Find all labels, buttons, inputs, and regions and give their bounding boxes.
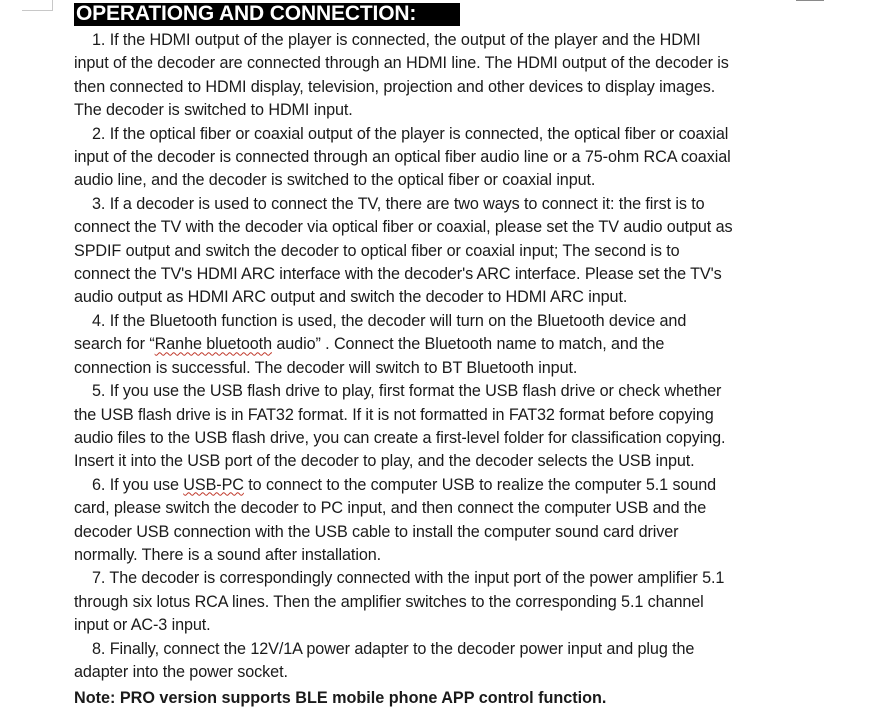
text-fragment: audio” . Connect the Bluetooth name to match, and the [271, 335, 665, 354]
text-line: adapter into the power socket. [74, 662, 288, 681]
instruction-item-6 [74, 474, 874, 568]
text-line: SPDIF output and switch the decoder to optical fiber or coaxial input; The second is to [74, 241, 680, 260]
text-fragment: search for “ [74, 335, 155, 354]
instruction-item-3 [74, 193, 874, 310]
instruction-item-2 [74, 123, 874, 193]
text-line: connect the TV's HDMI ARC interface with the decoder's ARC interface. Please set the TV's [74, 265, 722, 284]
text-fragment: to connect to the computer USB to realize the computer 5.1 sound [243, 475, 717, 494]
instruction-item-5 [74, 380, 874, 474]
text-line: decoder USB connection with the USB cable to install the computer sound card driver [74, 522, 679, 541]
instruction-item-7 [74, 567, 874, 637]
text-fragment: 6. If you use [92, 475, 184, 494]
text-line: input of the decoder is connected through an optical fiber audio line or a 75-ohm RCA coaxial [74, 148, 731, 167]
instruction-item-8 [74, 638, 874, 685]
text-line: through six lotus RCA lines. Then the amplifier switches to the corresponding 5.1 channel [74, 592, 704, 611]
text-line: normally. There is a sound after installation. [74, 545, 382, 564]
text-line: 5. If you use the USB flash drive to play, first format the USB flash drive or check whether [92, 382, 722, 401]
text-line: audio files to the USB flash drive, you can create a first-level folder for classification copying. [74, 428, 726, 447]
instruction-item-4 [74, 310, 874, 380]
text-line: card, please switch the decoder to PC input, and then connect the computer USB and the [74, 499, 707, 518]
text-line: connection is successful. The decoder will switch to BT Bluetooth input. [74, 358, 578, 377]
text-line: input or AC-3 input. [74, 616, 211, 635]
top-right-rule [796, 0, 824, 1]
text-line: connect the TV with the decoder via optical fiber or coaxial, please set the TV audio output as [74, 218, 733, 237]
instruction-item-1 [74, 29, 874, 123]
text-line: 4. If the Bluetooth function is used, the decoder will turn on the Bluetooth device and [92, 311, 687, 330]
text-line: the USB flash drive is in FAT32 format. If it is not formatted in FAT32 format before copying [74, 405, 714, 424]
text-line: input of the decoder are connected through an HDMI line. The HDMI output of the decoder is [74, 54, 729, 73]
text-line: then connected to HDMI display, television, projection and other devices to display images. [74, 77, 716, 96]
pro-version-note: Note: PRO version supports BLE mobile phone APP control function. [74, 689, 607, 707]
spellcheck-flagged-text: Ranhe bluetooth [154, 335, 272, 354]
text-line: audio line, and the decoder is switched to the optical fiber or coaxial input. [74, 171, 596, 190]
text-line: 8. Finally, connect the 12V/1A power adapter to the decoder power input and plug the [92, 639, 695, 658]
text-line: 7. The decoder is correspondingly connected with the input port of the power amplifier 5.1 [92, 569, 725, 588]
page-corner-mark [22, 0, 53, 11]
text-line: 2. If the optical fiber or coaxial output of the player is connected, the optical fiber or coaxial [92, 124, 729, 143]
text-line: The decoder is switched to HDMI input. [74, 101, 353, 120]
instructions-body [74, 29, 874, 684]
text-line: 1. If the HDMI output of the player is connected, the output of the player and the HDMI [92, 31, 701, 49]
text-line [74, 333, 874, 356]
section-title: OPERATIONG AND CONNECTION: [76, 2, 417, 25]
text-line: 3. If a decoder is used to connect the TV, there are two ways to connect it: the first is to [92, 194, 705, 213]
text-line: Insert it into the USB port of the decoder to play, and the decoder selects the USB input. [74, 452, 695, 471]
spellcheck-flagged-text: USB-PC [183, 475, 244, 494]
text-line [74, 474, 874, 497]
text-line: audio output as HDMI ARC output and switch the decoder to HDMI ARC input. [74, 288, 628, 307]
